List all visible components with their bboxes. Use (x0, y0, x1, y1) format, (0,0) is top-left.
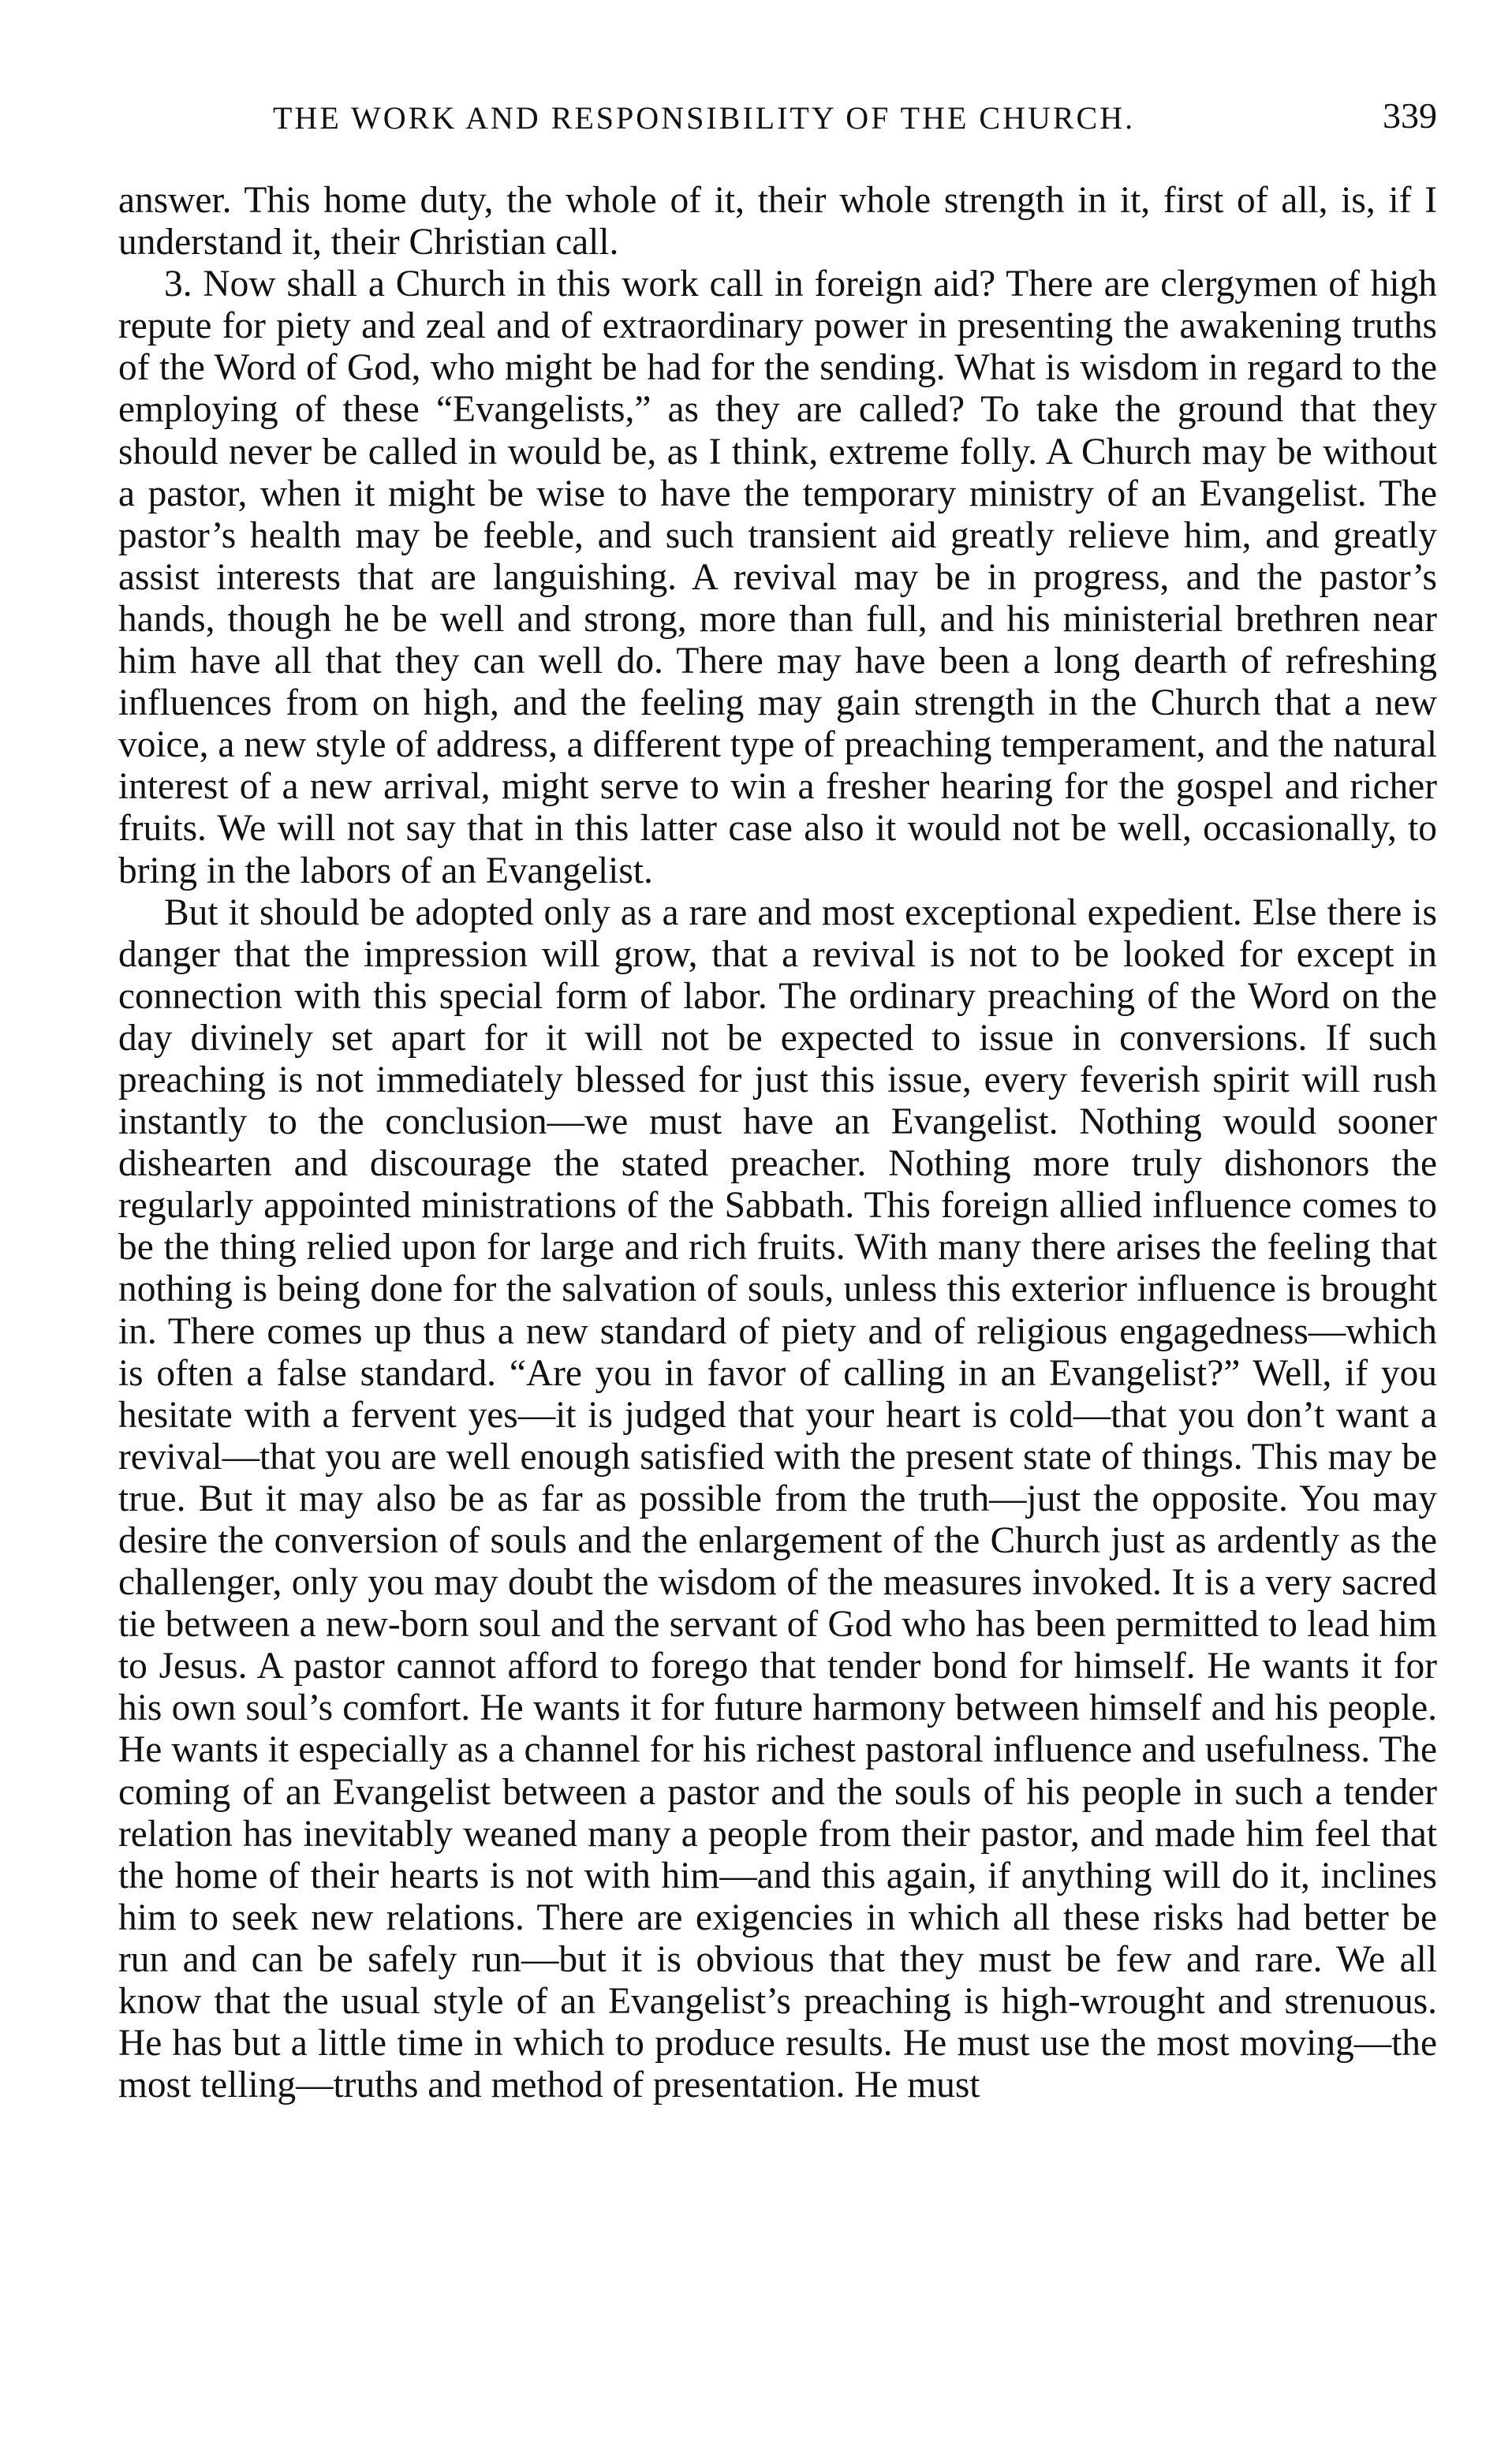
running-head (118, 93, 1437, 148)
book-page (118, 93, 1437, 2106)
running-title: THE WORK AND RESPONSIBILITY OF THE CHURCH. (273, 100, 1136, 136)
paragraph-evangelists: 3. Now shall a Church in this work call in foreign aid? There are clergymen of high repute for piety and zeal and of extraordinary power in presenting the awakening truths of the Word of God, who might be had for the sending. What is wisdom in regard to the employing of these “Evangelists,” as they are called? To take the ground that they should never be called in would be, as I think, extreme folly. A Church may be without a pastor, when it might be wise to have the temporary ministry of an Evangelist. The pastor’s health may be feeble, and such transient aid greatly relieve him, and greatly assist interests that are languishing. A revival may be in progress, and the pastor’s hands, though he be well and strong, more than full, and his ministerial brethren near him have all that they can well do. There may have been a long dearth of refreshing influences from on high, and the feeling may gain strength in the Church that a new voice, a new style of address, a different type of preaching temperament, and the natural interest of a new arrival, might serve to win a fresher hearing for the gospel and richer fruits. We will not say that in this latter case also it would not be well, occasionally, to bring in the labors of an Evangelist. (118, 263, 1437, 891)
paragraph-continued: answer. This home duty, the whole of it, their whole strength in it, first of all, is, if I understand it, their Christian call. (118, 180, 1437, 263)
paragraph-exceptional-expedient: But it should be adopted only as a rare and most exceptional expedient. Else there is danger that the impression will grow, that a revival is not to be looked for except in connection with this special form of labor. The ordinary preaching of the Word on the day divinely set apart for it will not be expected to issue in conversions. If such preaching is not immediately blessed for just this issue, every feverish spirit will rush instantly to the conclusion—we must have an Evangelist. Nothing would sooner dishearten and discourage the stated preacher. Nothing more truly dishonors the regularly appointed ministrations of the Sabbath. This foreign allied influence comes to be the thing relied upon for large and rich fruits. With many there arises the feeling that nothing is being done for the salvation of souls, unless this exterior influence is brought in. There comes up thus a new standard of piety and of religious engagedness—which is often a false standard. “Are you in favor of calling in an Evangelist?” Well, if you hesitate with a fervent yes—it is judged that your heart is cold—that you don’t want a revival—that you are well enough satisfied with the present state of things. This may be true. But it may also be as far as possible from the truth—just the opposite. You may desire the conversion of souls and the enlargement of the Church just as ardently as the challenger, only you may doubt the wisdom of the measures invoked. It is a very sacred tie between a new-born soul and the servant of God who has been permitted to lead him to Jesus. A pastor cannot afford to forego that tender bond for himself. He wants it for his own soul’s comfort. He wants it for future harmony between himself and his people. He wants it especially as a channel for his richest pastoral influence and usefulness. The coming of an Evangelist between a pastor and the souls of his people in such a tender relation has inevitably weaned many a people from their pastor, and made him feel that the home of their hearts is not with him—and this again, if anything will do it, inclines him to seek new relations. There are exigencies in which all these risks had better be run and can be safely run—but it is obvious that they must be few and rare. We all know that the usual style of an Evangelist’s preaching is high-wrought and strenuous. He has but a little time in which to produce results. He must use the most moving—the most telling—truths and method of presentation. He must (118, 891, 1437, 2106)
body-text (118, 180, 1437, 2106)
page-number: 339 (1383, 95, 1437, 136)
